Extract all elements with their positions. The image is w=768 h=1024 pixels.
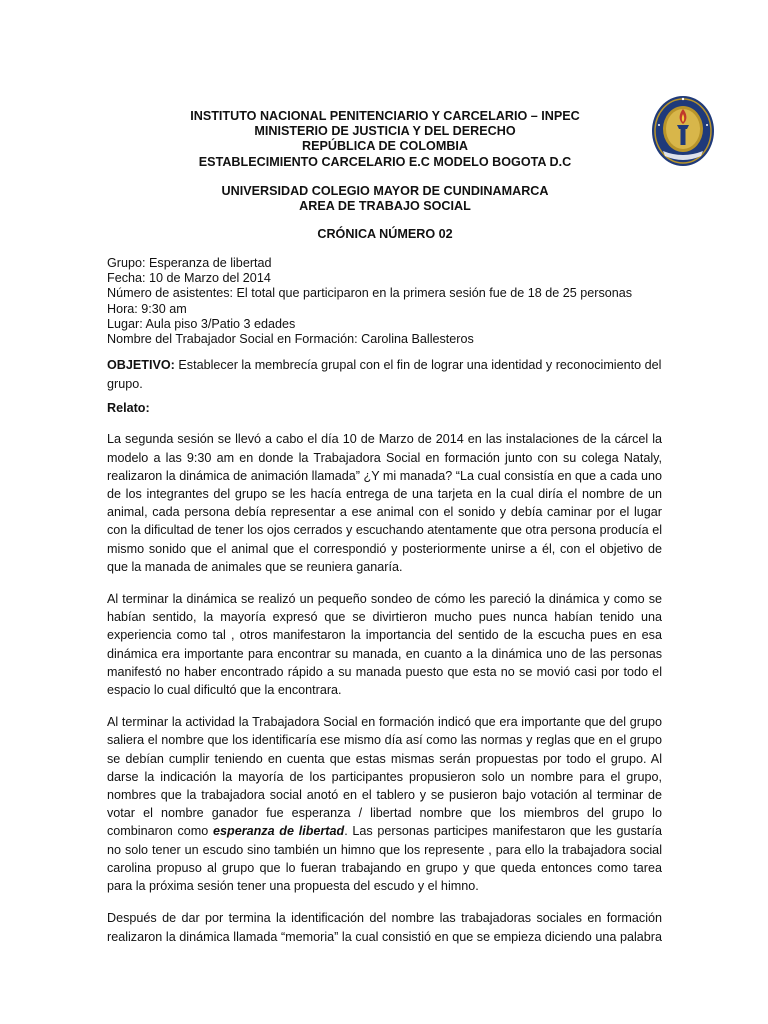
paragraph-line: realizaron la dinámica de animación llamada” ¿Y mi manada? “La cual consistía en que a cada uno <box>107 468 662 483</box>
paragraph-line: animal, cada persona debía representar a ese animal con el sonido y debía caminar por el lugar <box>107 505 662 520</box>
info-hora: Hora: 9:30 am <box>107 301 187 316</box>
paragraph-line: nombres que la trabajadora social anotó en el tablero y se pusieron bajo votación al terminar de <box>107 788 662 803</box>
paragraph-2 <box>107 590 662 699</box>
info-nombre: Nombre del Trabajador Social en Formación: Carolina Ballesteros <box>107 332 474 347</box>
paragraph-line: mismo sonido que el animal que el correspondió y posteriormente unirse a él, con el objetivo de <box>107 541 662 556</box>
info-asistentes: Número de asistentes: El total que participaron en la primera sesión fue de 18 de 25 personas <box>107 286 633 301</box>
text-fragment: . Las personas participes manifestaron que les gustaría <box>344 824 662 839</box>
relato-heading: Relato: <box>107 401 150 416</box>
header-country: REPÚBLICA DE COLOMBIA <box>301 139 469 154</box>
paragraph-line: experiencia como tal , otros manifestaron la importancia del sentido de la escucha pues en esa <box>107 628 662 643</box>
paragraph-line: votar el nombre ganador fue esperanza / libertad nombre que los miembros del grupo lo <box>107 806 662 821</box>
paragraph-line: que la manada de animales que se reuniera ganaría. <box>107 559 403 574</box>
paragraph-line: de los integrantes del grupo se les hacía entrega de una tarjeta en la cual diría el nombre de un <box>107 487 662 502</box>
inpec-seal-logo <box>651 95 715 167</box>
document-header <box>140 109 630 242</box>
text-fragment: combinaron como <box>107 824 213 839</box>
paragraph-line: carolina propuso al grupo que lo fueran trabajando en grupo y que queda entonces como tarea <box>107 860 662 875</box>
paragraph-4 <box>107 909 662 945</box>
info-grupo: Grupo: Esperanza de libertad <box>107 256 272 270</box>
paragraph-line: realizaron la dinámica llamada “memoria” la cual consistió en que se empieza diciendo una palabra <box>107 929 662 944</box>
header-institute: INSTITUTO NACIONAL PENITENCIARIO Y CARCELARIO – INPEC <box>190 109 580 123</box>
document-body <box>107 256 662 946</box>
paragraph-line: espacio lo cual dificultó que la encontrara. <box>107 683 342 698</box>
paragraph-line: dinámica era importante para encontrar su manada, en cuanto a la dinámica uno de las personas <box>107 646 662 661</box>
header-establishment: ESTABLECIMIENTO CARCELARIO E.C MODELO BOGOTA D.C <box>198 154 572 169</box>
paragraph-line: se debían cumplir teniendo en cuenta que estas mismas serán propuestas por todo el grupo. Al <box>107 751 662 766</box>
paragraph-line: saliera el nombre que los identificaría ese mismo día así como las normas y reglas que en el grupo <box>107 733 662 748</box>
paragraph-line: manifestó no haber encontrado rápido a su manada puesto que esta no se movió casi por todo el <box>107 664 662 679</box>
paragraph-line: La segunda sesión se llevó a cabo el día 10 de Marzo de 2014 en las instalaciones de la cárcel la <box>107 432 662 447</box>
paragraph-1 <box>107 430 662 576</box>
paragraph-line: Al terminar la actividad la Trabajadora Social en formación indicó que era importante que del grupo <box>107 715 662 730</box>
paragraph-3 <box>107 713 662 895</box>
info-lugar: Lugar: Aula piso 3/Patio 3 edades <box>107 316 296 331</box>
paragraph-line: para la próxima sesión tener una propuesta del escudo y el himno. <box>107 879 479 894</box>
objective-section <box>107 356 662 393</box>
paragraph-line: Al terminar la dinámica se realizó un pequeño sondeo de cómo les pareció la dinámica y como se <box>107 592 662 607</box>
objective-text-1: Establecer la membrecía grupal con el fin de lograr una identidad y reconocimiento del <box>174 358 662 373</box>
paragraph-line: darse la indicación la mayoría de los participantes propusieron solo un nombre para el grupo, <box>107 769 662 784</box>
document-title: CRÓNICA NÚMERO 02 <box>317 227 453 242</box>
paragraph-line: con la dificultad de tener los ojos cerrados y escuchando atentamente que otra persona producía el <box>107 523 662 538</box>
group-name-emphasis: esperanza de libertad <box>213 824 345 839</box>
paragraph-line: no solo tener un escudo sino también un himno que los represente , para ello la trabajadora social <box>107 842 662 857</box>
header-area: AREA DE TRABAJO SOCIAL <box>299 199 471 214</box>
paragraph-line: Después de dar por termina la identificación del nombre las trabajadoras sociales en formación <box>107 911 662 926</box>
paragraph-line: habían sentido, la mayoría expresó que se divirtieron mucho pues nunca habían tenido una <box>107 610 662 625</box>
objective-text-2: grupo. <box>107 376 143 391</box>
header-ministry: MINISTERIO DE JUSTICIA Y DEL DERECHO <box>254 124 516 139</box>
info-fecha: Fecha: 10 de Marzo del 2014 <box>107 271 271 286</box>
header-university: UNIVERSIDAD COLEGIO MAYOR DE CUNDINAMARCA <box>221 183 549 198</box>
paragraph-line: modelo a las 9:30 am en donde la Trabajadora Social en formación junto con su colega Nataly, <box>107 450 662 465</box>
paragraph-line-mixed <box>107 822 662 840</box>
objective-label: OBJETIVO: <box>107 358 175 373</box>
